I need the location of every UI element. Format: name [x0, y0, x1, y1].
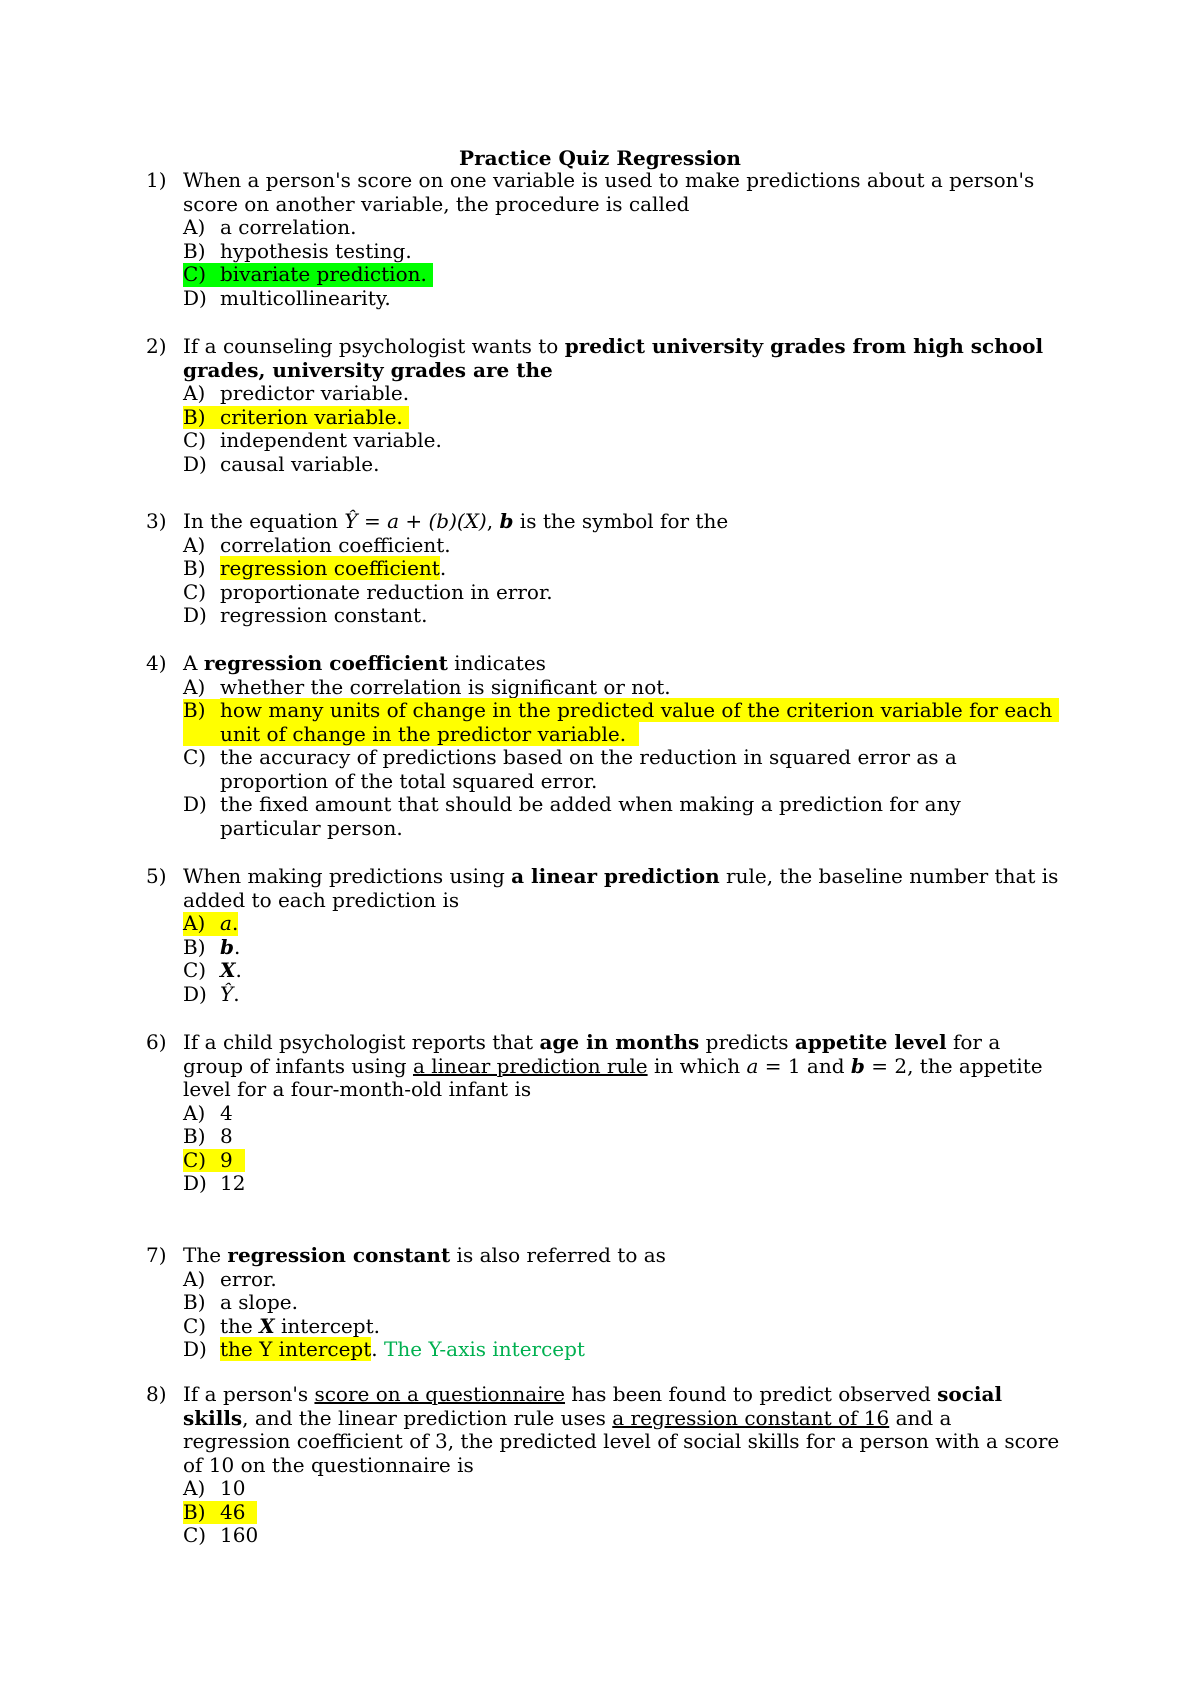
option-c: C) X. — [183, 958, 242, 982]
answer-options — [183, 216, 1063, 310]
question-8 — [0, 1383, 1200, 1548]
question-number: 4) — [146, 651, 167, 675]
answer-note: The Y-axis intercept — [383, 1337, 585, 1361]
question-2 — [0, 335, 1200, 476]
page-title: Practice Quiz Regression — [459, 146, 741, 170]
question-1 — [0, 169, 1200, 310]
question-number: 8) — [146, 1382, 167, 1406]
answer-options — [183, 676, 1063, 841]
option-a: A) 10 — [183, 1476, 246, 1500]
option-a: A) 4 — [183, 1100, 233, 1125]
question-number: 3) — [146, 509, 167, 533]
option-a: A) error. — [183, 1266, 277, 1291]
option-b-correct: B) criterion variable. — [183, 404, 410, 429]
question-number: 7) — [146, 1243, 167, 1267]
option-c: C) the X intercept. — [183, 1313, 380, 1338]
question-5 — [0, 865, 1200, 1006]
option-c: C) proportionate reduction in error. — [183, 579, 553, 604]
question-text: If a counseling psychologist wants to predict university grades from high school grades, university grades are the — [183, 334, 1044, 382]
question-number: 1) — [146, 168, 167, 192]
answer-options — [183, 1102, 1063, 1196]
option-a: A) a correlation. — [183, 215, 357, 239]
option-b-correct: B) regression coefficient. — [183, 556, 447, 580]
question-6 — [0, 1031, 1200, 1196]
answer-options — [183, 1268, 1063, 1362]
option-a-correct: A) a. — [183, 911, 239, 935]
question-text: When making predictions using a linear prediction rule, the baseline number that is added to each prediction is — [183, 864, 1059, 912]
question-number: 6) — [146, 1030, 167, 1054]
question-text: A regression coefficient indicates — [183, 651, 546, 675]
option-b: B) 8 — [183, 1124, 233, 1148]
option-b-correct: B) how many units of change in the predicted value of the criterion variable for each unit of change in the predictor variable. — [183, 698, 1059, 746]
question-text: In the equation Ŷ = a + (b)(X), b is the symbol for the — [183, 509, 729, 533]
option-c: C) the accuracy of predictions based on the reduction in squared error as a proportion of the total squared error. — [183, 745, 957, 793]
option-b: B) hypothesis testing. — [183, 238, 412, 263]
option-a: A) correlation coefficient. — [183, 532, 451, 557]
question-text: If a child psychologist reports that age in months predicts appetite level for a group of infants using a linear prediction rule in which a = 1 and b = 2, the appetite level for a four-month-old infant is — [183, 1030, 1043, 1101]
answer-options — [183, 912, 1063, 1006]
question-text: If a person's score on a questionnaire has been found to predict observed social skills, and the linear prediction rule uses a regression constant of 16 and a regression coefficient of 3, the predicted level of social skills for a person with a score of 10 on the questionnaire is — [183, 1382, 1060, 1477]
option-a: A) whether the correlation is significant or not. — [183, 674, 671, 699]
question-7 — [0, 1244, 1200, 1362]
option-c-correct: C) 9 — [183, 1149, 1063, 1173]
option-d: D) multicollinearity. — [183, 285, 391, 310]
question-number: 5) — [146, 864, 167, 888]
question-4 — [0, 652, 1200, 840]
option-b: B) b. — [183, 934, 241, 959]
question-number: 2) — [146, 334, 167, 358]
option-a: A) predictor variable. — [183, 381, 410, 405]
question-3 — [0, 510, 1200, 628]
question-text: The regression constant is also referred to as — [183, 1243, 666, 1267]
option-c-correct: C) bivariate prediction. — [183, 262, 434, 286]
option-d-correct: D) the Y intercept. The Y-axis intercept — [183, 1337, 585, 1361]
answer-options — [183, 534, 1063, 628]
regression-equation: Ŷ = a + (b)(X) — [344, 509, 487, 533]
option-d: D) Ŷ. — [183, 981, 240, 1006]
option-b: B) a slope. — [183, 1290, 298, 1314]
question-text: When a person's score on one variable is used to make predictions about a person's score on another variable, the procedure is called — [183, 168, 1035, 216]
option-d: D) 12 — [183, 1171, 246, 1195]
answer-options — [183, 382, 1063, 476]
answer-options — [183, 1477, 1063, 1548]
option-d: D) causal variable. — [183, 451, 380, 476]
option-d: D) regression constant. — [183, 603, 428, 627]
option-c: C) 160 — [183, 1523, 259, 1547]
option-b-correct: B) 46 — [183, 1501, 1063, 1525]
option-d: D) the fixed amount that should be added when making a prediction for any particular person. — [183, 792, 961, 840]
option-c: C) independent variable. — [183, 428, 442, 452]
